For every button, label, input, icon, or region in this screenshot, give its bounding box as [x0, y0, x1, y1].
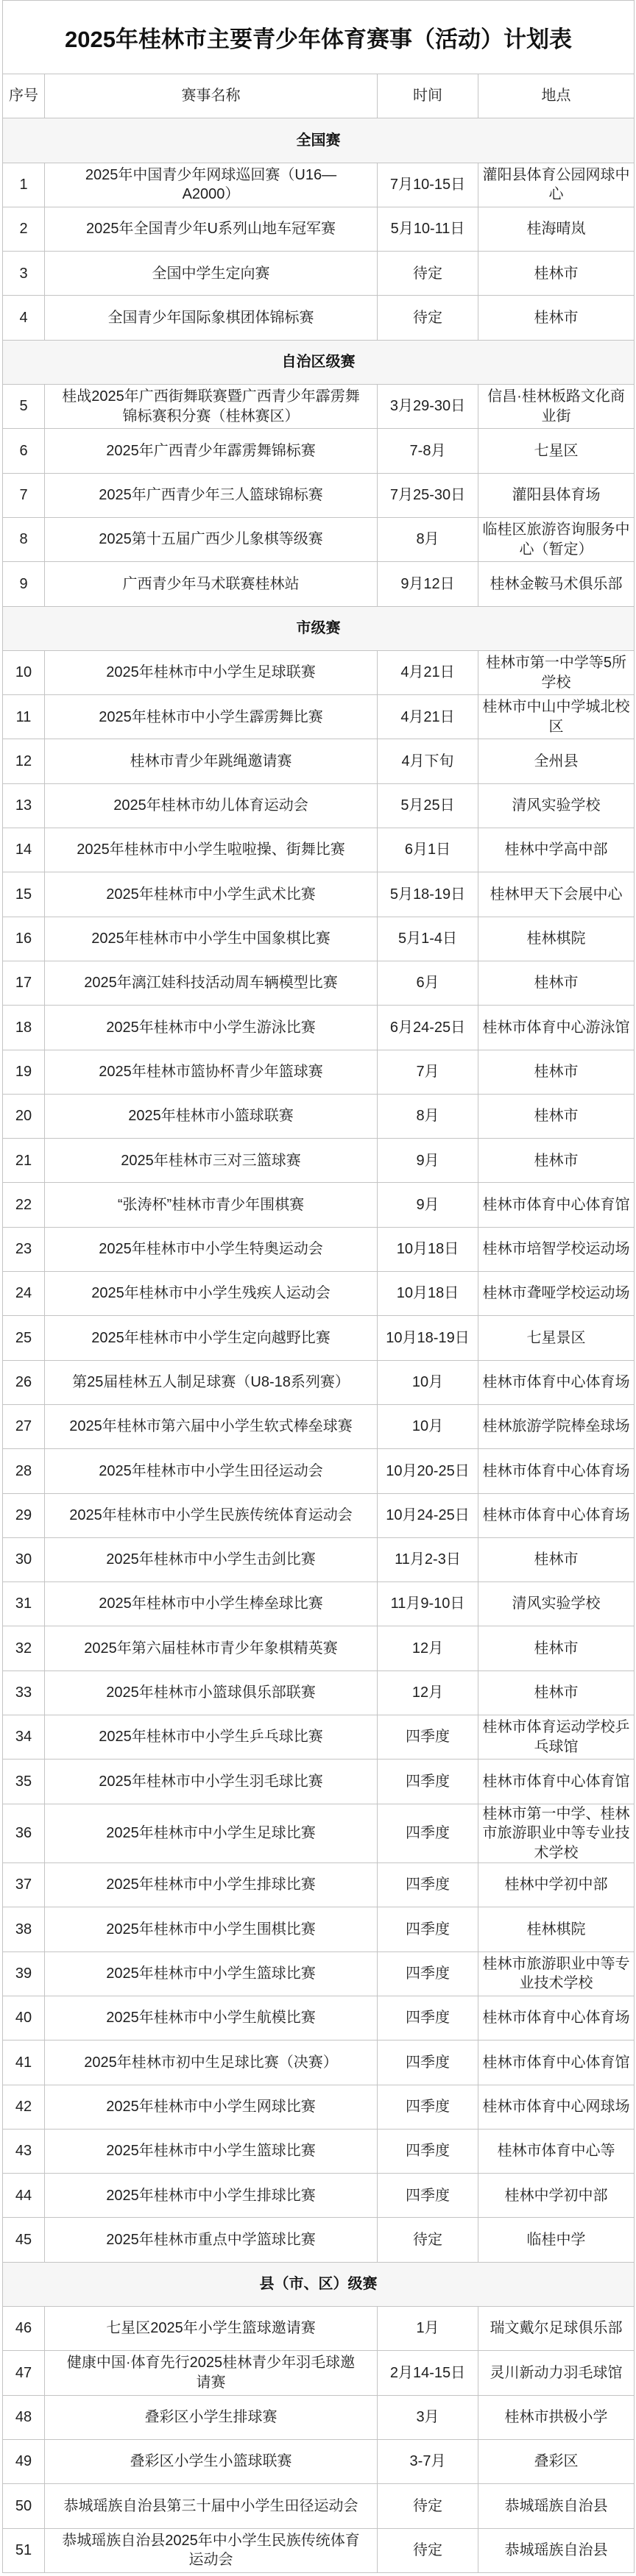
event-time: 12月 [378, 1671, 478, 1715]
event-time: 四季度 [378, 2085, 478, 2130]
row-number: 49 [3, 2440, 45, 2484]
event-venue: 桂林市 [478, 961, 635, 1006]
event-venue: 桂林市培智学校运动场 [478, 1228, 635, 1272]
table-row [3, 1582, 635, 1626]
event-name: 2025年桂林市中小学生足球比赛 [45, 1804, 378, 1864]
event-venue: 桂林市 [478, 1050, 635, 1095]
event-venue: 桂林市 [478, 1626, 635, 1671]
table-row [3, 961, 635, 1006]
table-row [3, 2174, 635, 2218]
table-row [3, 1405, 635, 1449]
row-number: 47 [3, 2351, 45, 2395]
table-row [3, 1139, 635, 1183]
event-venue: 桂林市体育运动学校乒乓球馆 [478, 1715, 635, 1760]
event-time: 6月1日 [378, 828, 478, 872]
event-venue: 桂林市中山中学城北校区 [478, 695, 635, 739]
table-row [3, 1907, 635, 1951]
event-name: 桂战2025年广西街舞联赛暨广西青少年霹雳舞锦标赛积分赛（桂林赛区） [45, 385, 378, 429]
event-name: 2025年漓江娃科技活动周车辆模型比赛 [45, 961, 378, 1006]
row-number: 19 [3, 1050, 45, 1095]
event-time: 待定 [378, 2218, 478, 2262]
row-number: 40 [3, 1996, 45, 2040]
row-number: 14 [3, 828, 45, 872]
row-number: 50 [3, 2484, 45, 2528]
table-row [3, 784, 635, 828]
row-number: 18 [3, 1006, 45, 1050]
event-time: 待定 [378, 2484, 478, 2528]
row-number: 39 [3, 1952, 45, 1996]
event-venue: 桂林市体育中心体育场 [478, 1449, 635, 1493]
row-number: 36 [3, 1804, 45, 1864]
event-name: 健康中国·体育先行2025桂林青少年羽毛球邀请赛 [45, 2351, 378, 2395]
event-time: 3月 [378, 2396, 478, 2440]
event-venue: 桂林棋院 [478, 1907, 635, 1951]
event-name: 叠彩区小学生排球赛 [45, 2396, 378, 2440]
event-name: 2025年桂林市中小学生网球比赛 [45, 2085, 378, 2130]
table-row [3, 1996, 635, 2040]
table-row [3, 1715, 635, 1760]
event-time: 9月 [378, 1139, 478, 1183]
event-venue: 桂林市体育中心网球场 [478, 2085, 635, 2130]
event-venue: 桂林市 [478, 296, 635, 340]
table-row [3, 429, 635, 473]
event-venue: 桂林市聋哑学校运动场 [478, 1272, 635, 1316]
table-row [3, 163, 635, 207]
table-row [3, 917, 635, 961]
row-number: 41 [3, 2040, 45, 2085]
event-time: 待定 [378, 252, 478, 296]
event-time: 7月 [378, 1050, 478, 1095]
table-row [3, 2307, 635, 2351]
event-name: 2025年桂林市初中生足球比赛（决赛） [45, 2040, 378, 2085]
table-row [3, 2396, 635, 2440]
event-name: 2025年广西青少年霹雳舞锦标赛 [45, 429, 378, 473]
row-number: 29 [3, 1494, 45, 1538]
event-name: 2025年桂林市中小学生棒垒球比赛 [45, 1582, 378, 1626]
row-number: 45 [3, 2218, 45, 2262]
row-number: 15 [3, 872, 45, 917]
event-name: 2025年桂林市中小学生游泳比赛 [45, 1006, 378, 1050]
row-number: 30 [3, 1538, 45, 1582]
row-number: 9 [3, 562, 45, 606]
row-number: 23 [3, 1228, 45, 1272]
event-name: 2025年中国青少年网球巡回赛（U16—A2000） [45, 163, 378, 207]
event-name: 2025年桂林市中小学生霹雳舞比赛 [45, 695, 378, 739]
event-name: 2025年桂林市中小学生啦啦操、街舞比赛 [45, 828, 378, 872]
event-name: 2025年桂林市中小学生排球比赛 [45, 2174, 378, 2218]
event-name: 2025年全国青少年U系列山地车冠军赛 [45, 207, 378, 252]
row-number: 7 [3, 474, 45, 518]
table-row [3, 695, 635, 739]
event-time: 4月21日 [378, 651, 478, 695]
table-row [3, 207, 635, 252]
event-venue: 桂林市体育中心体育馆 [478, 2040, 635, 2085]
event-venue: 恭城瑶族自治县 [478, 2484, 635, 2528]
event-name: 2025年桂林市中小学生排球比赛 [45, 1863, 378, 1907]
event-venue: 七星景区 [478, 1316, 635, 1360]
row-number: 10 [3, 651, 45, 695]
event-name: 2025第十五届广西少儿象棋等级赛 [45, 518, 378, 562]
row-number: 37 [3, 1863, 45, 1907]
event-name: 2025年桂林市中小学生武术比赛 [45, 872, 378, 917]
table-row [3, 651, 635, 695]
event-venue: 桂林市体育中心体育场 [478, 1996, 635, 2040]
table-row [3, 872, 635, 917]
event-venue: 桂林市体育中心体育馆 [478, 1760, 635, 1804]
event-venue: 桂林中学初中部 [478, 2174, 635, 2218]
event-name: 全国中学生定向赛 [45, 252, 378, 296]
event-venue: 桂林市体育中心游泳馆 [478, 1006, 635, 1050]
event-venue: 临桂中学 [478, 2218, 635, 2262]
table-row [3, 518, 635, 562]
event-time: 3-7月 [378, 2440, 478, 2484]
event-time: 10月24-25日 [378, 1494, 478, 1538]
table-row [3, 474, 635, 518]
event-venue: 桂林市 [478, 1095, 635, 1139]
event-venue: 桂林中学初中部 [478, 1863, 635, 1907]
event-venue: 清风实验学校 [478, 784, 635, 828]
table-row [3, 2351, 635, 2395]
event-venue: 桂林市 [478, 1139, 635, 1183]
row-number: 6 [3, 429, 45, 473]
event-time: 四季度 [378, 2174, 478, 2218]
row-number: 5 [3, 385, 45, 429]
table-row [3, 562, 635, 606]
row-number: 13 [3, 784, 45, 828]
schedule-table [2, 0, 635, 2573]
event-time: 8月 [378, 1095, 478, 1139]
column-header-venue: 地点 [478, 74, 635, 118]
event-time: 待定 [378, 2529, 478, 2573]
event-name: 全国青少年国际象棋团体锦标赛 [45, 296, 378, 340]
row-number: 26 [3, 1361, 45, 1405]
row-number: 48 [3, 2396, 45, 2440]
row-number: 11 [3, 695, 45, 739]
event-name: 2025年桂林市中小学生击剑比赛 [45, 1538, 378, 1582]
row-number: 12 [3, 739, 45, 783]
event-name: 2025年广西青少年三人篮球锦标赛 [45, 474, 378, 518]
table-row [3, 1006, 635, 1050]
event-time: 四季度 [378, 1907, 478, 1951]
row-number: 32 [3, 1626, 45, 1671]
event-time: 3月29-30日 [378, 385, 478, 429]
event-name: 2025年桂林市中小学生民族传统体育运动会 [45, 1494, 378, 1538]
section-row [3, 118, 635, 163]
event-venue: 七星区 [478, 429, 635, 473]
event-venue: 桂林旅游学院棒垒球场 [478, 1405, 635, 1449]
event-name: 广西青少年马术联赛桂林站 [45, 562, 378, 606]
section-row [3, 341, 635, 385]
event-time: 10月18-19日 [378, 1316, 478, 1360]
row-number: 27 [3, 1405, 45, 1449]
table-row [3, 1494, 635, 1538]
event-time: 待定 [378, 296, 478, 340]
section-row [3, 2263, 635, 2307]
event-time: 10月 [378, 1361, 478, 1405]
event-time: 7-8月 [378, 429, 478, 473]
event-venue: 清风实验学校 [478, 1582, 635, 1626]
event-time: 10月18日 [378, 1272, 478, 1316]
event-venue: 桂林市第一中学、桂林市旅游职业中等专业技术学校 [478, 1804, 635, 1864]
event-name: 2025年桂林市幼儿体育运动会 [45, 784, 378, 828]
event-venue: 桂海晴岚 [478, 207, 635, 252]
event-time: 5月25日 [378, 784, 478, 828]
event-name: 叠彩区小学生小篮球联赛 [45, 2440, 378, 2484]
event-venue: 灵川新动力羽毛球馆 [478, 2351, 635, 2395]
row-number: 42 [3, 2085, 45, 2130]
table-row [3, 2218, 635, 2262]
table-row [3, 296, 635, 340]
table-row [3, 252, 635, 296]
table-row [3, 739, 635, 783]
event-name: 2025年桂林市中小学生定向越野比赛 [45, 1316, 378, 1360]
event-time: 7月10-15日 [378, 163, 478, 207]
event-time: 7月25-30日 [378, 474, 478, 518]
table-row [3, 1626, 635, 1671]
event-name: 2025年桂林市中小学生围棋比赛 [45, 1907, 378, 1951]
event-time: 2月14-15日 [378, 2351, 478, 2395]
event-time: 9月 [378, 1183, 478, 1227]
row-number: 1 [3, 163, 45, 207]
row-number: 28 [3, 1449, 45, 1493]
event-time: 四季度 [378, 1952, 478, 1996]
table-row [3, 1361, 635, 1405]
table-row [3, 828, 635, 872]
table-row [3, 1183, 635, 1227]
event-name: 2025年桂林市中小学生航模比赛 [45, 1996, 378, 2040]
event-name: 恭城瑶族自治县2025年中小学生民族传统体育运动会 [45, 2529, 378, 2573]
row-number: 35 [3, 1760, 45, 1804]
event-time: 6月 [378, 961, 478, 1006]
event-time: 6月24-25日 [378, 1006, 478, 1050]
section-title: 县（市、区）级赛 [3, 2263, 635, 2307]
table-row [3, 1952, 635, 1996]
event-time: 9月12日 [378, 562, 478, 606]
table-row [3, 2484, 635, 2528]
event-venue: 桂林市体育中心体育场 [478, 1494, 635, 1538]
event-venue: 信昌·桂林板路文化商业街 [478, 385, 635, 429]
event-name: 2025年桂林市中小学生田径运动会 [45, 1449, 378, 1493]
event-name: 第25届桂林五人制足球赛（U8-18系列赛） [45, 1361, 378, 1405]
column-header-number: 序号 [3, 74, 45, 118]
row-number: 44 [3, 2174, 45, 2218]
event-time: 12月 [378, 1626, 478, 1671]
row-number: 33 [3, 1671, 45, 1715]
event-name: “张涛杯”桂林市青少年围棋赛 [45, 1183, 378, 1227]
table-row [3, 1050, 635, 1095]
event-venue: 桂林甲天下会展中心 [478, 872, 635, 917]
event-time: 5月10-11日 [378, 207, 478, 252]
row-number: 43 [3, 2130, 45, 2174]
event-venue: 桂林市体育中心等 [478, 2130, 635, 2174]
table-row [3, 1760, 635, 1804]
page-title: 2025年桂林市主要青少年体育赛事（活动）计划表 [3, 1, 635, 74]
event-name: 2025年桂林市篮协杯青少年篮球赛 [45, 1050, 378, 1095]
event-time: 8月 [378, 518, 478, 562]
table-header-row [3, 74, 635, 118]
row-number: 51 [3, 2529, 45, 2573]
event-time: 四季度 [378, 2040, 478, 2085]
table-row [3, 2085, 635, 2130]
event-name: 2025年桂林市重点中学篮球比赛 [45, 2218, 378, 2262]
event-time: 4月21日 [378, 695, 478, 739]
row-number: 16 [3, 917, 45, 961]
event-venue: 桂林金鞍马术俱乐部 [478, 562, 635, 606]
event-time: 1月 [378, 2307, 478, 2351]
event-venue: 瑞文戴尔足球俱乐部 [478, 2307, 635, 2351]
row-number: 8 [3, 518, 45, 562]
row-number: 25 [3, 1316, 45, 1360]
row-number: 20 [3, 1095, 45, 1139]
event-name: 2025年桂林市三对三篮球赛 [45, 1139, 378, 1183]
event-venue: 桂林市 [478, 252, 635, 296]
section-title: 市级赛 [3, 607, 635, 651]
column-header-event-name: 赛事名称 [45, 74, 378, 118]
event-time: 四季度 [378, 1863, 478, 1907]
event-time: 10月 [378, 1405, 478, 1449]
table-row [3, 1449, 635, 1493]
event-venue: 桂林市拱极小学 [478, 2396, 635, 2440]
event-name: 2025年桂林市中小学生残疾人运动会 [45, 1272, 378, 1316]
event-venue: 灌阳县体育公园网球中心 [478, 163, 635, 207]
table-row [3, 1538, 635, 1582]
event-venue: 灌阳县体育场 [478, 474, 635, 518]
table-row [3, 1095, 635, 1139]
event-time: 5月1-4日 [378, 917, 478, 961]
event-name: 2025年桂林市中小学生特奥运动会 [45, 1228, 378, 1272]
row-number: 17 [3, 961, 45, 1006]
row-number: 3 [3, 252, 45, 296]
table-row [3, 1272, 635, 1316]
row-number: 46 [3, 2307, 45, 2351]
event-name: 2025年桂林市第六届中小学生软式棒垒球赛 [45, 1405, 378, 1449]
column-header-time: 时间 [378, 74, 478, 118]
row-number: 22 [3, 1183, 45, 1227]
event-venue: 叠彩区 [478, 2440, 635, 2484]
event-venue: 桂林市 [478, 1538, 635, 1582]
event-venue: 桂林棋院 [478, 917, 635, 961]
event-time: 5月18-19日 [378, 872, 478, 917]
row-number: 31 [3, 1582, 45, 1626]
event-name: 2025年桂林市中小学生篮球比赛 [45, 1952, 378, 1996]
table-row [3, 1228, 635, 1272]
table-row [3, 1863, 635, 1907]
table-body [3, 118, 635, 2573]
event-time: 四季度 [378, 1804, 478, 1864]
event-venue: 桂林市体育中心体育馆 [478, 1183, 635, 1227]
event-time: 四季度 [378, 2130, 478, 2174]
event-venue: 恭城瑶族自治县 [478, 2529, 635, 2573]
event-venue: 桂林市体育中心体育场 [478, 1361, 635, 1405]
event-venue: 桂林市 [478, 1671, 635, 1715]
row-number: 4 [3, 296, 45, 340]
table-row [3, 2529, 635, 2573]
event-venue: 桂林市旅游职业中等专业技术学校 [478, 1952, 635, 1996]
event-time: 11月9-10日 [378, 1582, 478, 1626]
row-number: 21 [3, 1139, 45, 1183]
row-number: 24 [3, 1272, 45, 1316]
table-row [3, 1671, 635, 1715]
event-time: 4月下旬 [378, 739, 478, 783]
event-name: 2025年桂林市中小学生乒乓球比赛 [45, 1715, 378, 1760]
event-name: 2025年桂林市小篮球俱乐部联赛 [45, 1671, 378, 1715]
event-name: 2025年第六届桂林市青少年象棋精英赛 [45, 1626, 378, 1671]
row-number: 2 [3, 207, 45, 252]
event-time: 四季度 [378, 1715, 478, 1760]
event-venue: 桂林市第一中学等5所学校 [478, 651, 635, 695]
event-name: 2025年桂林市中小学生足球联赛 [45, 651, 378, 695]
section-row [3, 607, 635, 651]
section-title: 全国赛 [3, 118, 635, 163]
table-row [3, 2440, 635, 2484]
event-name: 七星区2025年小学生篮球邀请赛 [45, 2307, 378, 2351]
row-number: 34 [3, 1715, 45, 1760]
table-row [3, 1316, 635, 1360]
event-name: 2025年桂林市中小学生篮球比赛 [45, 2130, 378, 2174]
event-venue: 桂林中学高中部 [478, 828, 635, 872]
event-name: 2025年桂林市小篮球联赛 [45, 1095, 378, 1139]
event-name: 2025年桂林市中小学生中国象棋比赛 [45, 917, 378, 961]
event-venue: 临桂区旅游咨询服务中心（暂定） [478, 518, 635, 562]
row-number: 38 [3, 1907, 45, 1951]
event-venue: 全州县 [478, 739, 635, 783]
event-name: 2025年桂林市中小学生羽毛球比赛 [45, 1760, 378, 1804]
section-title: 自治区级赛 [3, 341, 635, 385]
event-time: 10月20-25日 [378, 1449, 478, 1493]
table-row [3, 385, 635, 429]
event-time: 11月2-3日 [378, 1538, 478, 1582]
event-time: 四季度 [378, 1996, 478, 2040]
event-time: 四季度 [378, 1760, 478, 1804]
table-row [3, 1804, 635, 1864]
event-name: 桂林市青少年跳绳邀请赛 [45, 739, 378, 783]
event-name: 恭城瑶族自治县第三十届中小学生田径运动会 [45, 2484, 378, 2528]
table-row [3, 2040, 635, 2085]
event-time: 10月18日 [378, 1228, 478, 1272]
table-row [3, 2130, 635, 2174]
